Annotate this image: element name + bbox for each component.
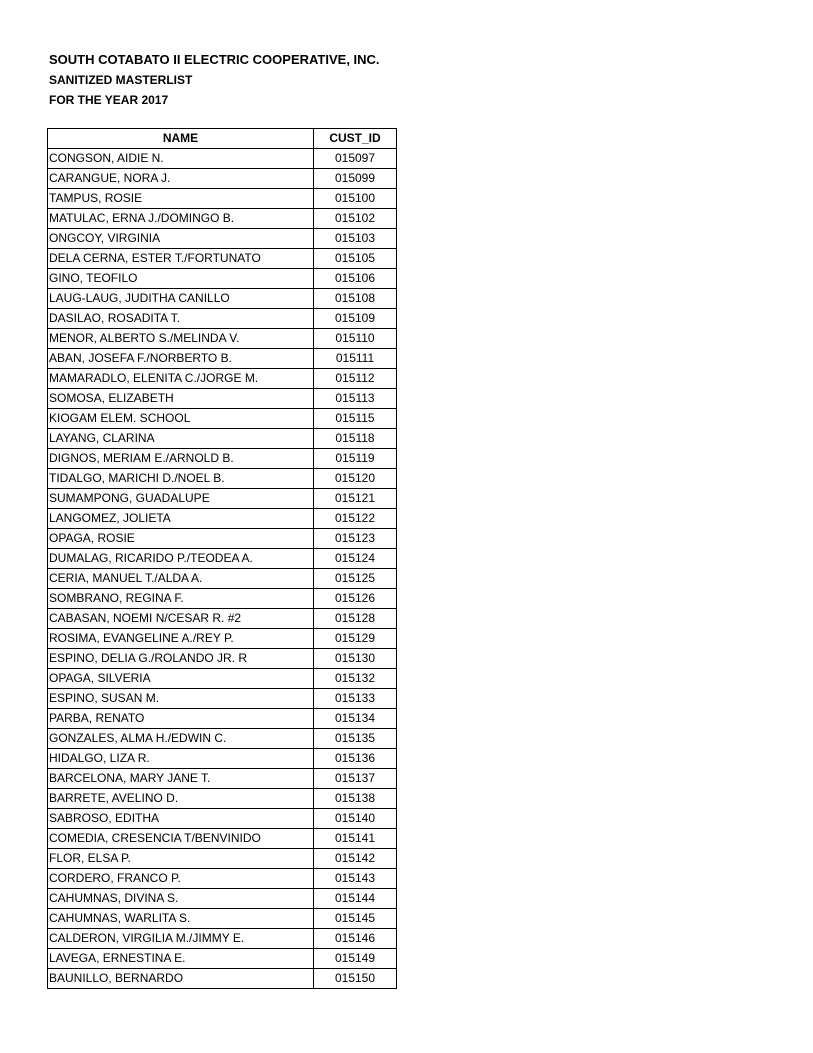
customer-id-cell: 015110: [314, 329, 397, 349]
customer-name-cell: ONGCOY, VIRGINIA: [48, 229, 314, 249]
customer-name-cell: ESPINO, DELIA G./ROLANDO JR. R: [48, 649, 314, 669]
customer-id-cell: 015135: [314, 729, 397, 749]
customer-id-cell: 015105: [314, 249, 397, 269]
table-row: [48, 509, 397, 529]
customer-name-cell: BARCELONA, MARY JANE T.: [48, 769, 314, 789]
customer-name-cell: OPAGA, SILVERIA: [48, 669, 314, 689]
column-header-name: NAME: [48, 129, 314, 149]
customer-id-cell: 015145: [314, 909, 397, 929]
customer-name-cell: GONZALES, ALMA H./EDWIN C.: [48, 729, 314, 749]
customer-name-cell: MENOR, ALBERTO S./MELINDA V.: [48, 329, 314, 349]
table-row: [48, 429, 397, 449]
table-row: [48, 909, 397, 929]
table-row: [48, 809, 397, 829]
customer-id-cell: 015125: [314, 569, 397, 589]
customer-id-cell: 015140: [314, 809, 397, 829]
table-row: [48, 889, 397, 909]
company-name: SOUTH COTABATO II ELECTRIC COOPERATIVE, INC.: [49, 52, 380, 67]
customer-id-cell: 015118: [314, 429, 397, 449]
customer-id-cell: 015149: [314, 949, 397, 969]
table-row: [48, 549, 397, 569]
column-header-cust-id: CUST_ID: [314, 129, 397, 149]
customer-id-cell: 015146: [314, 929, 397, 949]
customer-id-cell: 015134: [314, 709, 397, 729]
table-row: [48, 609, 397, 629]
customer-name-cell: HIDALGO, LIZA R.: [48, 749, 314, 769]
document-year: FOR THE YEAR 2017: [49, 93, 169, 107]
customer-name-cell: LAUG-LAUG, JUDITHA CANILLO: [48, 289, 314, 309]
customer-name-cell: CABASAN, NOEMI N/CESAR R. #2: [48, 609, 314, 629]
customer-id-cell: 015130: [314, 649, 397, 669]
table-header-row: [48, 129, 397, 149]
customer-name-cell: KIOGAM ELEM. SCHOOL: [48, 409, 314, 429]
customer-id-cell: 015112: [314, 369, 397, 389]
table-row: [48, 969, 397, 989]
customer-name-cell: CALDERON, VIRGILIA M./JIMMY E.: [48, 929, 314, 949]
customer-id-cell: 015137: [314, 769, 397, 789]
table-row: [48, 249, 397, 269]
table-row: [48, 309, 397, 329]
customer-id-cell: 015120: [314, 469, 397, 489]
table-row: [48, 569, 397, 589]
table-row: [48, 929, 397, 949]
customer-name-cell: ESPINO, SUSAN M.: [48, 689, 314, 709]
table-row: [48, 469, 397, 489]
table-row: [48, 369, 397, 389]
table-row: [48, 169, 397, 189]
customer-id-cell: 015109: [314, 309, 397, 329]
customer-name-cell: LANGOMEZ, JOLIETA: [48, 509, 314, 529]
customer-id-cell: 015113: [314, 389, 397, 409]
customer-name-cell: CONGSON, AIDIE N.: [48, 149, 314, 169]
table-row: [48, 789, 397, 809]
customer-name-cell: CORDERO, FRANCO P.: [48, 869, 314, 889]
customer-name-cell: ABAN, JOSEFA F./NORBERTO B.: [48, 349, 314, 369]
customer-id-cell: 015097: [314, 149, 397, 169]
customer-id-cell: 015123: [314, 529, 397, 549]
table-row: [48, 629, 397, 649]
customer-name-cell: LAYANG, CLARINA: [48, 429, 314, 449]
table-row: [48, 869, 397, 889]
table-row: [48, 149, 397, 169]
customer-id-cell: 015106: [314, 269, 397, 289]
customer-name-cell: CAHUMNAS, DIVINA S.: [48, 889, 314, 909]
customer-name-cell: PARBA, RENATO: [48, 709, 314, 729]
table-row: [48, 289, 397, 309]
customer-name-cell: CAHUMNAS, WARLITA S.: [48, 909, 314, 929]
customer-name-cell: MAMARADLO, ELENITA C./JORGE M.: [48, 369, 314, 389]
customer-id-cell: 015138: [314, 789, 397, 809]
table-row: [48, 949, 397, 969]
document-header: [49, 50, 380, 110]
customer-name-cell: FLOR, ELSA P.: [48, 849, 314, 869]
customer-name-cell: LAVEGA, ERNESTINA E.: [48, 949, 314, 969]
table-row: [48, 209, 397, 229]
customer-id-cell: 015141: [314, 829, 397, 849]
customer-name-cell: SOMOSA, ELIZABETH: [48, 389, 314, 409]
customer-id-cell: 015121: [314, 489, 397, 509]
customer-id-cell: 015115: [314, 409, 397, 429]
table-row: [48, 229, 397, 249]
customer-name-cell: DIGNOS, MERIAM E./ARNOLD B.: [48, 449, 314, 469]
customer-id-cell: 015128: [314, 609, 397, 629]
table-body: [48, 149, 397, 989]
customer-id-cell: 015150: [314, 969, 397, 989]
table-row: [48, 709, 397, 729]
table-row: [48, 769, 397, 789]
customer-name-cell: MATULAC, ERNA J./DOMINGO B.: [48, 209, 314, 229]
customer-name-cell: DUMALAG, RICARIDO P./TEODEA A.: [48, 549, 314, 569]
customer-id-cell: 015143: [314, 869, 397, 889]
customer-name-cell: CARANGUE, NORA J.: [48, 169, 314, 189]
customer-id-cell: 015124: [314, 549, 397, 569]
table-row: [48, 269, 397, 289]
customer-name-cell: DASILAO, ROSADITA T.: [48, 309, 314, 329]
customer-name-cell: ROSIMA, EVANGELINE A./REY P.: [48, 629, 314, 649]
customer-name-cell: SUMAMPONG, GUADALUPE: [48, 489, 314, 509]
table-row: [48, 849, 397, 869]
table-row: [48, 389, 397, 409]
customer-id-cell: 015136: [314, 749, 397, 769]
customer-name-cell: GINO, TEOFILO: [48, 269, 314, 289]
customer-name-cell: SOMBRANO, REGINA F.: [48, 589, 314, 609]
table-row: [48, 689, 397, 709]
table-row: [48, 589, 397, 609]
customer-name-cell: SABROSO, EDITHA: [48, 809, 314, 829]
customer-id-cell: 015133: [314, 689, 397, 709]
customer-id-cell: 015099: [314, 169, 397, 189]
table-row: [48, 489, 397, 509]
customer-name-cell: OPAGA, ROSIE: [48, 529, 314, 549]
table-row: [48, 669, 397, 689]
customer-name-cell: BARRETE, AVELINO D.: [48, 789, 314, 809]
customer-name-cell: TAMPUS, ROSIE: [48, 189, 314, 209]
customer-id-cell: 015100: [314, 189, 397, 209]
customer-id-cell: 015111: [314, 349, 397, 369]
customer-id-cell: 015102: [314, 209, 397, 229]
table-row: [48, 409, 397, 429]
table-row: [48, 189, 397, 209]
customer-id-cell: 015129: [314, 629, 397, 649]
table-row: [48, 349, 397, 369]
table-row: [48, 829, 397, 849]
customer-id-cell: 015108: [314, 289, 397, 309]
customer-name-cell: BAUNILLO, BERNARDO: [48, 969, 314, 989]
customer-name-cell: COMEDIA, CRESENCIA T/BENVINIDO: [48, 829, 314, 849]
customer-id-cell: 015119: [314, 449, 397, 469]
customer-name-cell: TIDALGO, MARICHI D./NOEL B.: [48, 469, 314, 489]
table-row: [48, 729, 397, 749]
table-row: [48, 329, 397, 349]
document-subtitle: SANITIZED MASTERLIST: [49, 73, 193, 87]
table-row: [48, 449, 397, 469]
customer-id-cell: 015142: [314, 849, 397, 869]
masterlist-table: [47, 128, 397, 989]
table-row: [48, 529, 397, 549]
customer-id-cell: 015103: [314, 229, 397, 249]
table-row: [48, 749, 397, 769]
customer-name-cell: DELA CERNA, ESTER T./FORTUNATO: [48, 249, 314, 269]
customer-id-cell: 015122: [314, 509, 397, 529]
customer-id-cell: 015126: [314, 589, 397, 609]
customer-id-cell: 015144: [314, 889, 397, 909]
customer-id-cell: 015132: [314, 669, 397, 689]
table-row: [48, 649, 397, 669]
customer-name-cell: CERIA, MANUEL T./ALDA A.: [48, 569, 314, 589]
